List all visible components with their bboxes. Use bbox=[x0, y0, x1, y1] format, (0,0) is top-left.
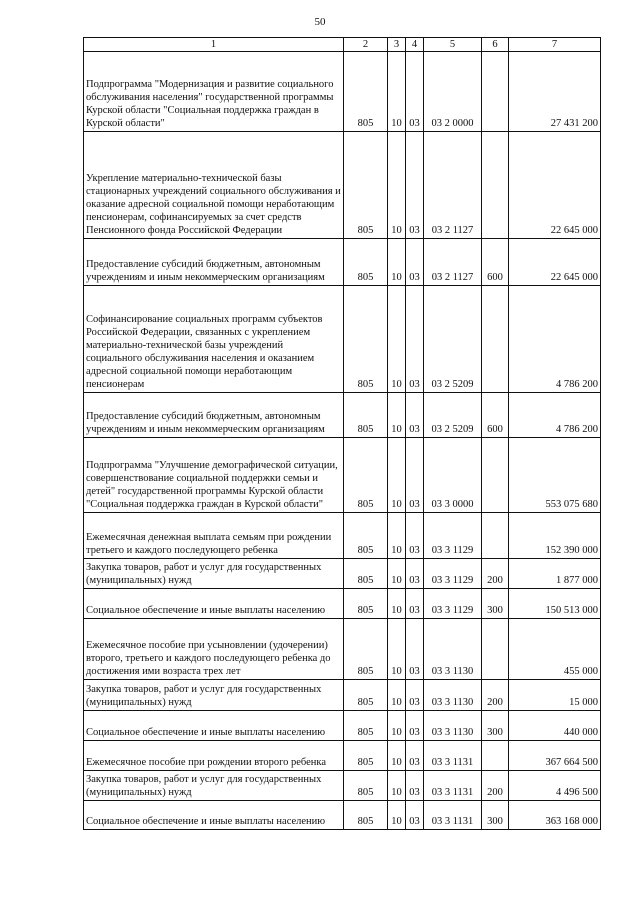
table-row bbox=[84, 52, 601, 132]
row-expense-type: 300 bbox=[482, 711, 509, 741]
row-target-code: 03 3 1130 bbox=[424, 619, 482, 680]
row-target-code: 03 2 5209 bbox=[424, 286, 482, 393]
row-expense-type: 300 bbox=[482, 589, 509, 619]
row-expense-type: 600 bbox=[482, 239, 509, 286]
row-amount: 4 496 500 bbox=[509, 771, 601, 801]
budget-table bbox=[83, 37, 601, 830]
row-subsection: 03 bbox=[406, 801, 424, 830]
page-number: 50 bbox=[314, 16, 326, 28]
row-grbs: 805 bbox=[344, 619, 388, 680]
row-subsection: 03 bbox=[406, 132, 424, 239]
row-amount: 152 390 000 bbox=[509, 513, 601, 559]
table-row bbox=[84, 771, 601, 801]
row-expense-type bbox=[482, 741, 509, 771]
row-subsection: 03 bbox=[406, 239, 424, 286]
row-expense-type bbox=[482, 286, 509, 393]
table-row bbox=[84, 239, 601, 286]
row-section: 10 bbox=[388, 559, 406, 589]
row-grbs: 805 bbox=[344, 438, 388, 513]
row-subsection: 03 bbox=[406, 771, 424, 801]
row-amount: 4 786 200 bbox=[509, 286, 601, 393]
row-subsection: 03 bbox=[406, 741, 424, 771]
row-grbs: 805 bbox=[344, 711, 388, 741]
row-amount: 363 168 000 bbox=[509, 801, 601, 830]
table-row bbox=[84, 559, 601, 589]
table-row bbox=[84, 513, 601, 559]
row-amount: 440 000 bbox=[509, 711, 601, 741]
row-expense-type bbox=[482, 438, 509, 513]
table-row bbox=[84, 132, 601, 239]
row-name: Ежемесячное пособие при усыновлении (удочерении) второго, третьего и каждого последующего ребенка до достижения ими возраста трех лет bbox=[84, 619, 344, 680]
row-grbs: 805 bbox=[344, 589, 388, 619]
row-target-code: 03 3 0000 bbox=[424, 438, 482, 513]
row-expense-type: 200 bbox=[482, 680, 509, 711]
row-grbs: 805 bbox=[344, 680, 388, 711]
table-row bbox=[84, 680, 601, 711]
row-section: 10 bbox=[388, 711, 406, 741]
table-row bbox=[84, 711, 601, 741]
row-amount: 1 877 000 bbox=[509, 559, 601, 589]
row-subsection: 03 bbox=[406, 711, 424, 741]
row-section: 10 bbox=[388, 438, 406, 513]
row-name: Социальное обеспечение и иные выплаты населению bbox=[84, 711, 344, 741]
table-row bbox=[84, 619, 601, 680]
header-cell: 4 bbox=[406, 38, 424, 52]
row-target-code: 03 2 1127 bbox=[424, 239, 482, 286]
table-row bbox=[84, 801, 601, 830]
row-target-code: 03 3 1129 bbox=[424, 513, 482, 559]
row-grbs: 805 bbox=[344, 286, 388, 393]
row-expense-type: 600 bbox=[482, 393, 509, 438]
row-amount: 367 664 500 bbox=[509, 741, 601, 771]
row-target-code: 03 3 1129 bbox=[424, 559, 482, 589]
row-subsection: 03 bbox=[406, 513, 424, 559]
row-grbs: 805 bbox=[344, 741, 388, 771]
table-row bbox=[84, 741, 601, 771]
table-row bbox=[84, 589, 601, 619]
header-cell: 3 bbox=[388, 38, 406, 52]
row-section: 10 bbox=[388, 132, 406, 239]
row-target-code: 03 3 1130 bbox=[424, 711, 482, 741]
row-grbs: 805 bbox=[344, 52, 388, 132]
row-amount: 22 645 000 bbox=[509, 132, 601, 239]
row-amount: 15 000 bbox=[509, 680, 601, 711]
table-row bbox=[84, 286, 601, 393]
header-cell: 6 bbox=[482, 38, 509, 52]
row-target-code: 03 2 1127 bbox=[424, 132, 482, 239]
row-grbs: 805 bbox=[344, 771, 388, 801]
row-section: 10 bbox=[388, 771, 406, 801]
row-amount: 22 645 000 bbox=[509, 239, 601, 286]
row-expense-type bbox=[482, 513, 509, 559]
row-expense-type bbox=[482, 619, 509, 680]
row-name: Подпрограмма "Улучшение демографической ситуации, совершенствование социальной поддержки семьи и детей" государственной программы Курской области "Социальная поддержка граждан в Курской области" bbox=[84, 438, 344, 513]
row-name: Предоставление субсидий бюджетным, автономным учреждениям и иным некоммерческим организациям bbox=[84, 393, 344, 438]
row-grbs: 805 bbox=[344, 393, 388, 438]
header-cell: 7 bbox=[509, 38, 601, 52]
row-section: 10 bbox=[388, 801, 406, 830]
row-amount: 150 513 000 bbox=[509, 589, 601, 619]
row-expense-type bbox=[482, 52, 509, 132]
row-target-code: 03 3 1129 bbox=[424, 589, 482, 619]
row-section: 10 bbox=[388, 680, 406, 711]
row-section: 10 bbox=[388, 589, 406, 619]
row-subsection: 03 bbox=[406, 438, 424, 513]
row-name: Предоставление субсидий бюджетным, автономным учреждениям и иным некоммерческим организациям bbox=[84, 239, 344, 286]
row-target-code: 03 3 1131 bbox=[424, 801, 482, 830]
row-name: Ежемесячная денежная выплата семьям при рождении третьего и каждого последующего ребенка bbox=[84, 513, 344, 559]
header-cell: 1 bbox=[84, 38, 344, 52]
row-target-code: 03 2 5209 bbox=[424, 393, 482, 438]
row-grbs: 805 bbox=[344, 559, 388, 589]
row-subsection: 03 bbox=[406, 589, 424, 619]
row-grbs: 805 bbox=[344, 239, 388, 286]
row-expense-type bbox=[482, 132, 509, 239]
row-section: 10 bbox=[388, 619, 406, 680]
header-cell: 2 bbox=[344, 38, 388, 52]
row-section: 10 bbox=[388, 741, 406, 771]
row-subsection: 03 bbox=[406, 680, 424, 711]
row-subsection: 03 bbox=[406, 559, 424, 589]
row-target-code: 03 3 1131 bbox=[424, 741, 482, 771]
row-subsection: 03 bbox=[406, 286, 424, 393]
row-subsection: 03 bbox=[406, 619, 424, 680]
row-expense-type: 300 bbox=[482, 801, 509, 830]
table-row bbox=[84, 438, 601, 513]
row-name: Ежемесячное пособие при рождении второго ребенка bbox=[84, 741, 344, 771]
row-amount: 27 431 200 bbox=[509, 52, 601, 132]
row-section: 10 bbox=[388, 513, 406, 559]
row-section: 10 bbox=[388, 52, 406, 132]
row-name: Софинансирование социальных программ субъектов Российской Федерации, связанных с укреплением материально-технической базы учреждений социального обслуживания населения и оказанием адресной социальной помощи неработающим пенсионерам bbox=[84, 286, 344, 393]
row-amount: 553 075 680 bbox=[509, 438, 601, 513]
row-amount: 4 786 200 bbox=[509, 393, 601, 438]
row-subsection: 03 bbox=[406, 393, 424, 438]
row-name: Закупка товаров, работ и услуг для государственных (муниципальных) нужд bbox=[84, 559, 344, 589]
row-amount: 455 000 bbox=[509, 619, 601, 680]
row-target-code: 03 3 1130 bbox=[424, 680, 482, 711]
row-name: Закупка товаров, работ и услуг для государственных (муниципальных) нужд bbox=[84, 771, 344, 801]
header-cell: 5 bbox=[424, 38, 482, 52]
row-grbs: 805 bbox=[344, 132, 388, 239]
row-target-code: 03 3 1131 bbox=[424, 771, 482, 801]
row-target-code: 03 2 0000 bbox=[424, 52, 482, 132]
table-row bbox=[84, 393, 601, 438]
row-name: Социальное обеспечение и иные выплаты населению bbox=[84, 589, 344, 619]
row-section: 10 bbox=[388, 286, 406, 393]
row-expense-type: 200 bbox=[482, 559, 509, 589]
row-name: Подпрограмма "Модернизация и развитие социального обслуживания населения" государственной программы Курской области "Социальная поддержка граждан в Курской области" bbox=[84, 52, 344, 132]
row-grbs: 805 bbox=[344, 513, 388, 559]
row-expense-type: 200 bbox=[482, 771, 509, 801]
row-name: Укрепление материально-технической базы стационарных учреждений социального обслуживания и оказание адресной социальной помощи неработающим пенсионерам, софинансируемых за счет средств Пенсионного фонда Российской Федерации bbox=[84, 132, 344, 239]
row-subsection: 03 bbox=[406, 52, 424, 132]
header-row bbox=[84, 38, 601, 52]
row-name: Закупка товаров, работ и услуг для государственных (муниципальных) нужд bbox=[84, 680, 344, 711]
row-section: 10 bbox=[388, 393, 406, 438]
row-grbs: 805 bbox=[344, 801, 388, 830]
row-name: Социальное обеспечение и иные выплаты населению bbox=[84, 801, 344, 830]
row-section: 10 bbox=[388, 239, 406, 286]
